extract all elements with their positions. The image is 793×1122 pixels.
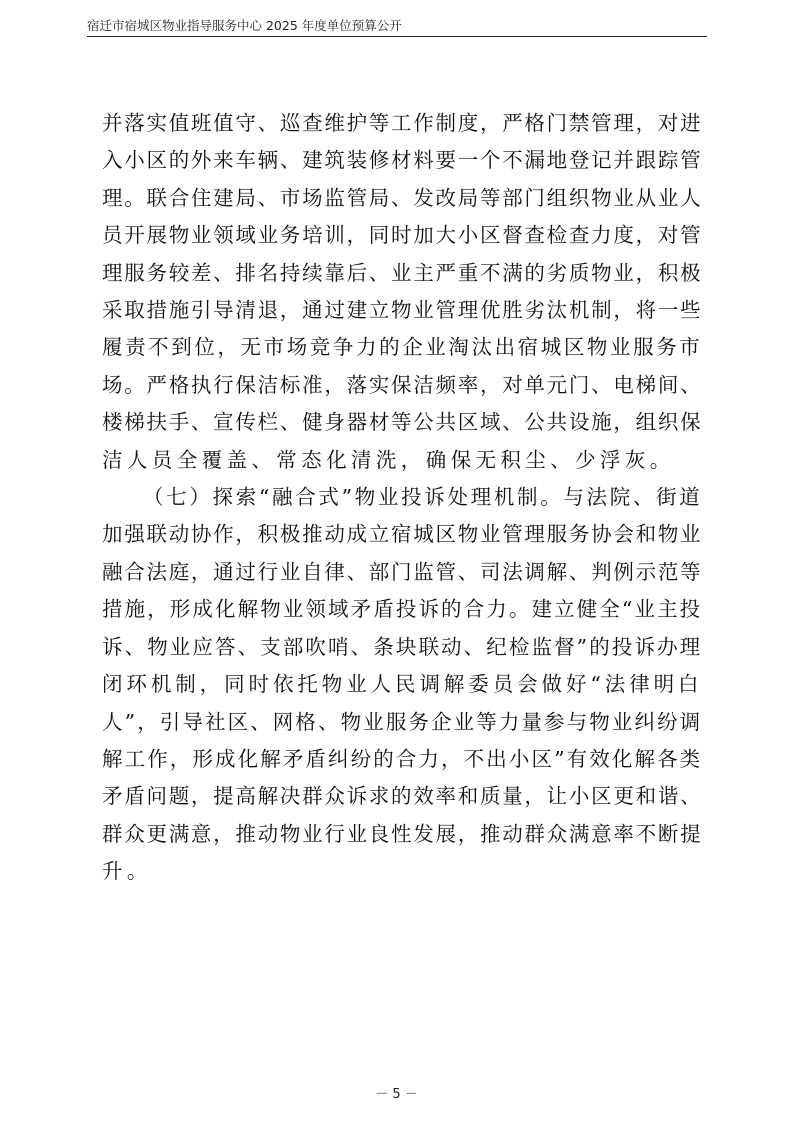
text-line: 洁人员全覆盖、常态化清洗，确保无积尘、少浮灰。 (102, 447, 675, 472)
text-line: 并落实值班值守、巡查维护等工作制度，严格门禁管理，对进 (102, 111, 703, 135)
document-body (102, 105, 702, 891)
text-line: 矛盾问题，提高解决群众诉求的效率和质量，让小区更和谐、 (102, 784, 703, 809)
text-line: 员开展物业领域业务培训，同时加大小区督查检查力度，对管 (102, 223, 703, 248)
text-line: 解工作，形成化解矛盾纠纷的合力，不出小区”有效化解各类 (102, 746, 703, 771)
text-line: 诉、物业应答、支部吹哨、条块联动、纪检监督”的投诉办理 (102, 634, 703, 659)
text-line: 采取措施引导清退，通过建立物业管理优胜劣汰机制，将一些 (102, 298, 703, 323)
paragraph-2 (102, 479, 702, 890)
text-line: 措施，形成化解物业领域矛盾投诉的合力。建立健全“业主投 (102, 597, 703, 622)
text-line: 场。严格执行保洁标准，落实保洁频率，对单元门、电梯间、 (102, 372, 703, 397)
text-line: 理服务较差、排名持续靠后、业主严重不满的劣质物业，积极 (102, 260, 703, 285)
text-line: 楼梯扶手、宣传栏、健身器材等公共区域、公共设施，组织保 (102, 410, 703, 435)
paragraph-1 (102, 105, 702, 479)
text-line: 履责不到位，无市场竞争力的企业淘汰出宿城区物业服务市 (102, 335, 703, 360)
text-line: 人”，引导社区、网格、物业服务企业等力量参与物业纠纷调 (102, 709, 703, 734)
text-line: 理。联合住建局、市场监管局、发改局等部门组织物业从业人 (102, 185, 703, 210)
page-header (87, 14, 707, 37)
text-line-indented: （七）探索“融合式”物业投诉处理机制。与法院、街道 (143, 485, 703, 510)
text-line: 升。 (102, 859, 152, 884)
text-line: 加强联动协作，积极推动成立宿城区物业管理服务协会和物业 (102, 522, 703, 547)
text-line: 闭环机制，同时依托物业人民调解委员会做好“法律明白 (102, 672, 703, 697)
text-line: 入小区的外来车辆、建筑装修材料要一个不漏地登记并跟踪管 (102, 148, 703, 173)
text-line: 群众更满意，推动物业行业良性发展，推动群众满意率不断提 (102, 821, 703, 846)
header-title: 宿迁市宿城区物业指导服务中心 2025 年度单位预算公开 (87, 18, 402, 33)
text-line: 融合法庭，通过行业自律、部门监管、司法调解、判例示范等 (102, 559, 703, 584)
page-number: － 5 － (375, 1087, 418, 1102)
